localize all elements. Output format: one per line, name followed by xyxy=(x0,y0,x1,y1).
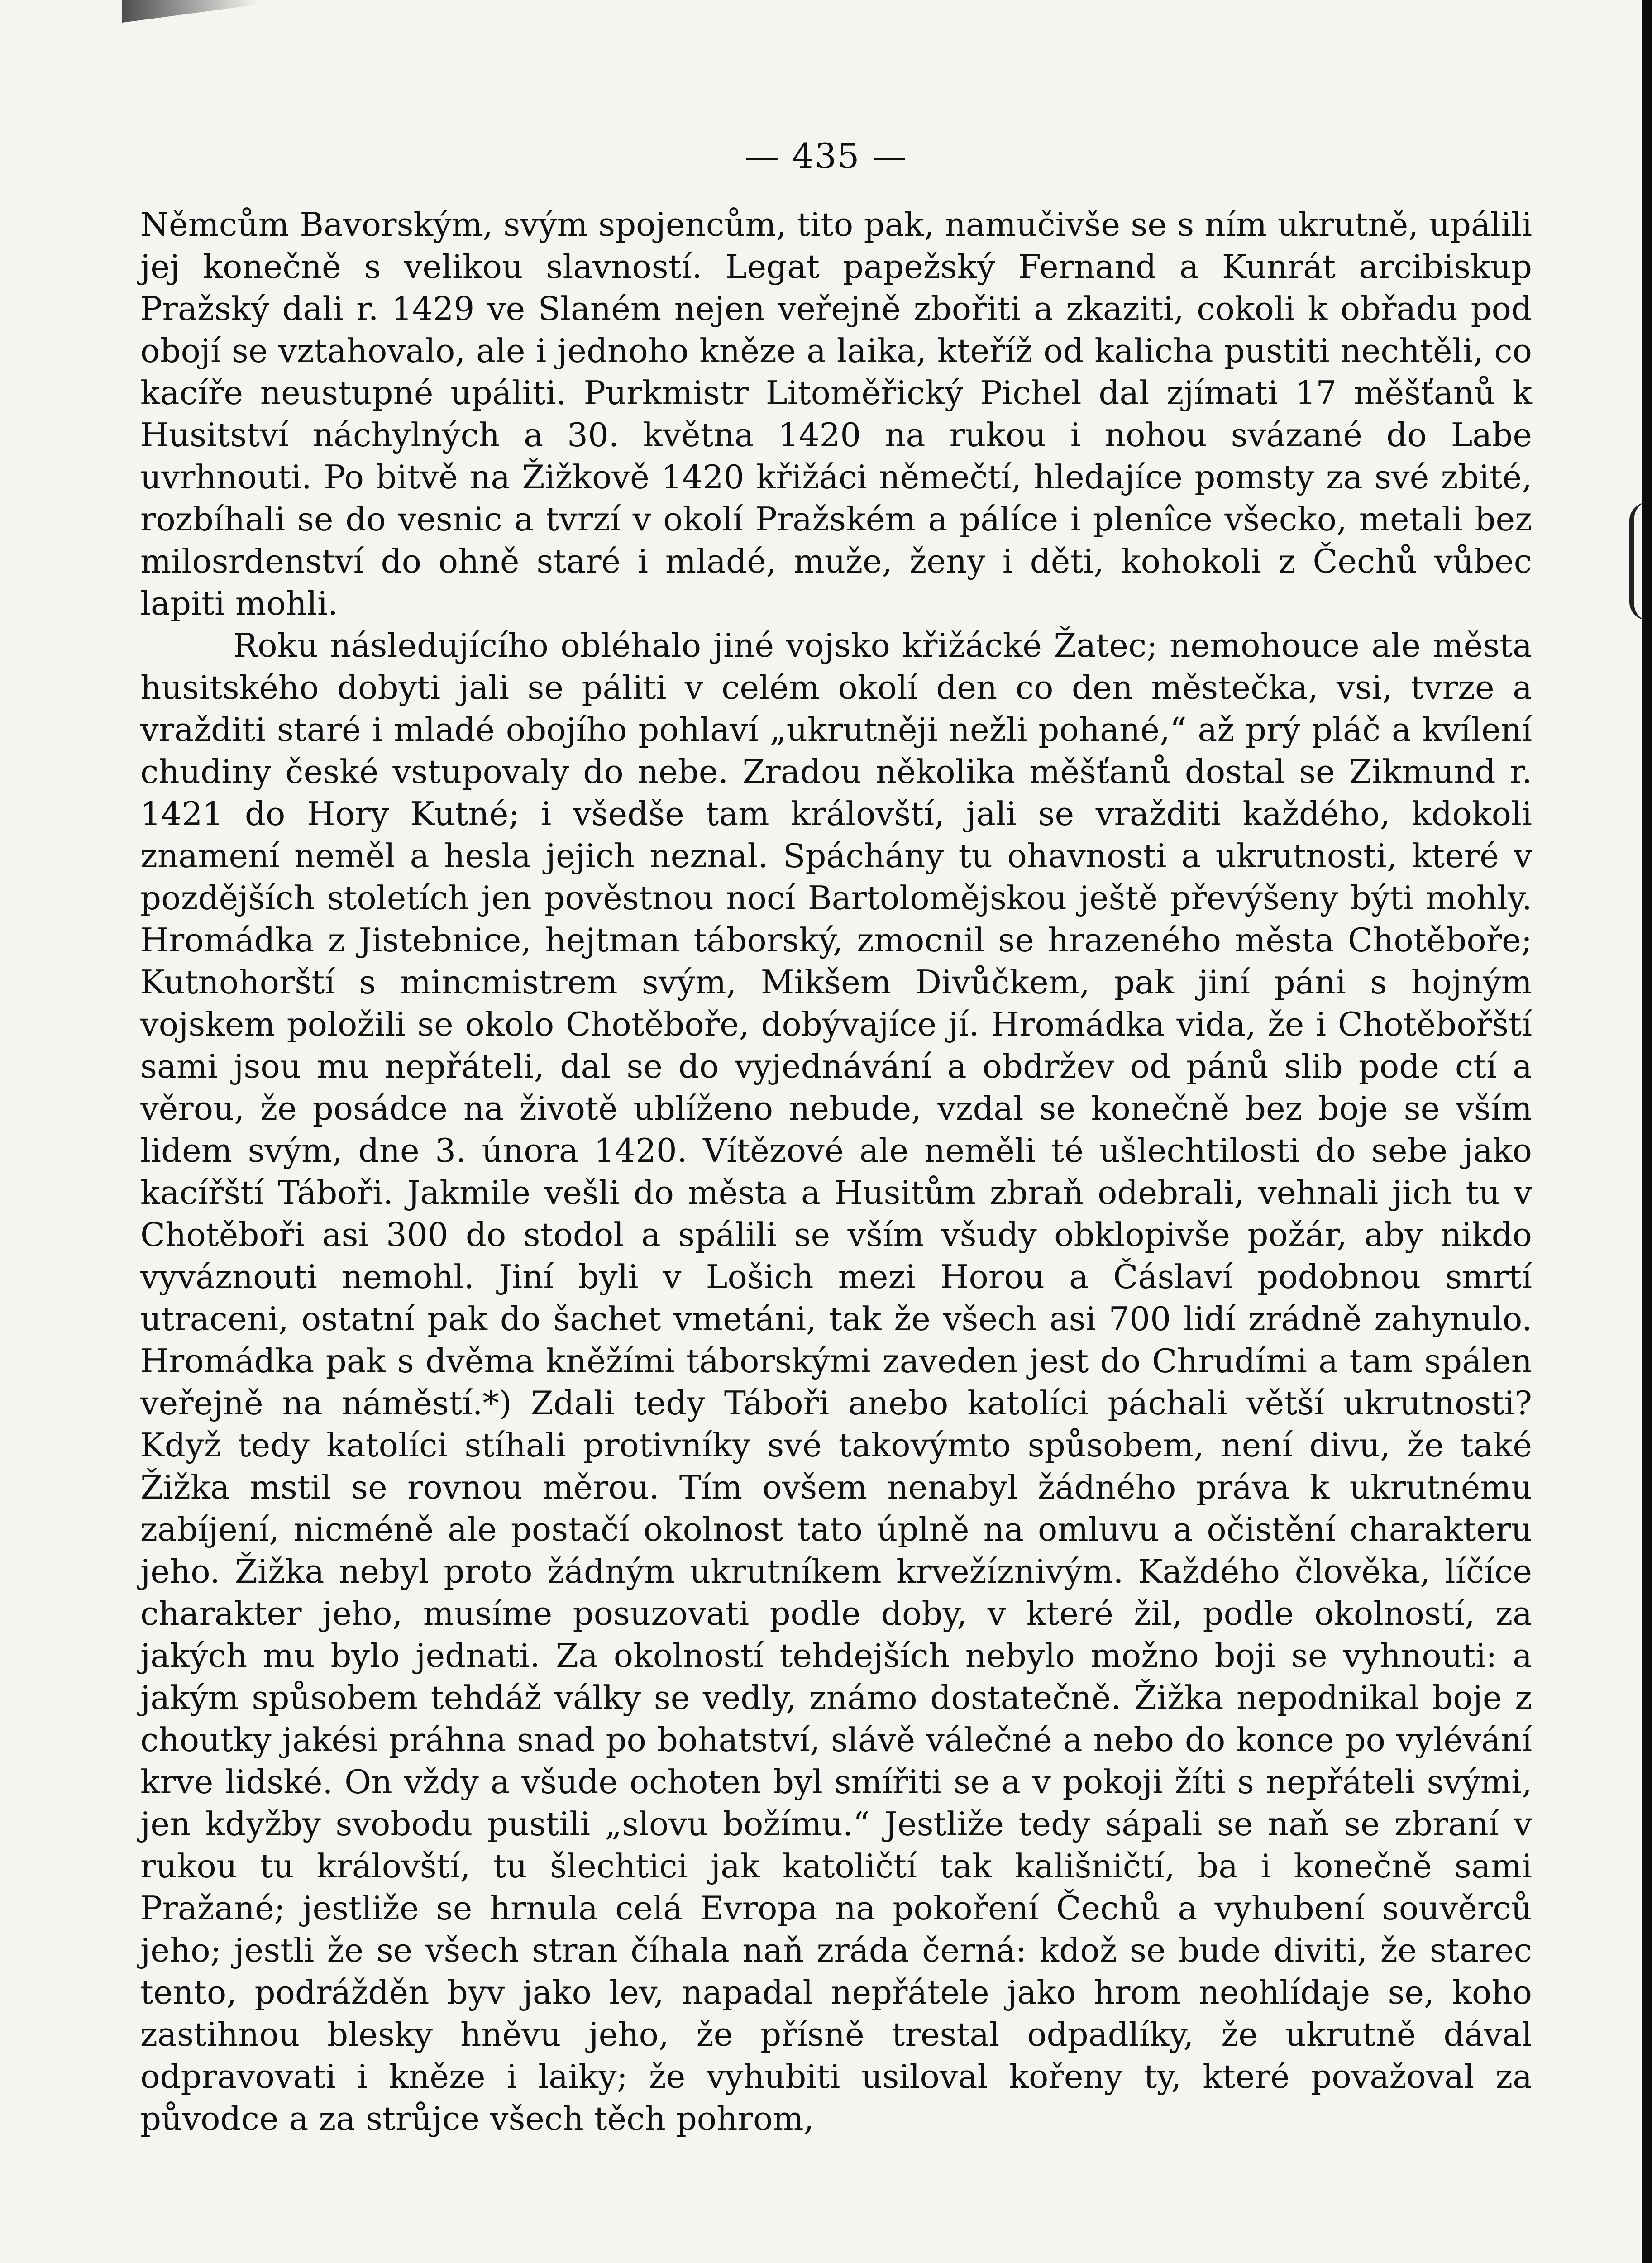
body-text xyxy=(140,204,1532,2140)
margin-bracket-mark xyxy=(1629,502,1652,620)
scan-artifact xyxy=(122,0,258,23)
page-number: — 435 — xyxy=(745,136,907,176)
paragraph-1: Němcům Bavorským, svým spojencům, tito pak, namučivše se s ním ukrutně, upálili jej konečně s velikou slavností. Legat papežský Fernand a Kunrát arcibiskup Pražský dali r. 1429 ve Slaném nejen veřejně zbořiti a zkaziti, cokoli k obřadu pod obojí se vztahovalo, ale i jednoho kněze a laika, kteříž od kalicha pustiti nechtěli, co kacíře neustupné upáliti. Purkmistr Litoměřický Pichel dal zjímati 17 měšťanů k Husitství náchylných a 30. května 1420 na rukou i nohou svázané do Labe uvrhnouti. Po bitvě na Žižkově 1420 křižáci němečtí, hledajíce pomsty za své zbité, rozbíhali se do vesnic a tvrzí v okolí Pražském a pálíce i plenîce všecko, metali bez milosrdenství do ohně staré i mladé, muže, ženy i děti, kohokoli z Čechů vůbec lapiti mohli. xyxy=(140,205,1532,622)
paragraph-2: Roku následujícího obléhalo jiné vojsko křižácké Žatec; nemohouce ale města husitského dobyti jali se páliti v celém okolí den co den městečka, vsi, tvrze a vražditi staré i mladé obojího pohlaví „ukrutněji nežli pohané,“ až prý pláč a kvílení chudiny české vstupovaly do nebe. Zradou několika měšťanů dostal se Zikmund r. 1421 do Hory Kutné; i všedše tam královští, jali se vražditi každého, kdokoli znamení neměl a hesla jejich neznal. Spáchány tu ohavnosti a ukrutnosti, které v pozdějších stoletích jen pověstnou nocí Bartolomějskou ještě převýšeny býti mohly. Hromádka z Jistebnice, hejtman táborský, zmocnil se hrazeného města Chotěboře; Kutnohorští s mincmistrem svým, Mikšem Divůčkem, pak jiní páni s hojným vojskem položili se okolo Chotěboře, dobývajíce jí. Hromádka vida, že i Chotěbořští sami jsou mu nepřáteli, dal se do vyjednávání a obdržev od pánů slib pode ctí a věrou, že posádce na životě ublíženo nebude, vzdal se konečně bez boje se vším lidem svým, dne 3. února 1420. Vítězové ale neměli té ušlechtilosti do sebe jako kacířští Táboři. Jakmile vešli do města a Husitům zbraň odebrali, vehnali jich tu v Chotěboři asi 300 do stodol a spálili se vším všudy obklopivše požár, aby nikdo vyváznouti nemohl. Jiní byli v Lošich mezi Horou a Čáslaví podobnou smrtí utraceni, ostatní pak do šachet vmetáni, tak že všech asi 700 lidí zrádně zahynulo. Hromádka pak s dvěma kněžími táborskými zaveden jest do Chrudími a tam spálen veřejně na náměstí.*) Zdali tedy Táboři anebo katolíci páchali větší ukrutnosti? Když tedy katolíci stíhali protivníky své takovýmto spůsobem, není divu, že také Žižka mstil se rovnou měrou. Tím ovšem nenabyl žádného práva k ukrutnému zabíjení, nicméně ale postačí okolnost tato úplně na omluvu a očistění charakteru jeho. Žižka nebyl proto žádným ukrutníkem krvežíznivým. Každého člověka, líčíce charakter jeho, musíme posuzovati podle doby, v které žil, podle okolností, za jakých mu bylo jednati. Za okolností tehdejších nebylo možno boji se vyhnouti: a jakým spůsobem tehdáž války se vedly, známo dostatečně. Žižka nepodnikal boje z choutky jakési práhna snad po bohatství, slávě válečné a nebo do konce po vylévání krve lidské. On vždy a všude ochoten byl smířiti se a v pokoji žíti s nepřáteli svými, jen kdyžby svobodu pustili „slovu božímu.“ Jestliže tedy sápali se naň se zbraní v rukou tu královští, tu šlechtici jak katoličtí tak kališničtí, ba i konečně sami Pražané; jestliže se hrnula celá Evropa na pokoření Čechů a vyhubení souvěrců jeho; jestli že se všech stran číhala naň zráda černá: kdož se bude diviti, že starec tento, podrážděn byv jako lev, napadal nepřátele jako hrom neohlídaje se, koho zastihnou blesky hněvu jeho, že přísně trestal odpadlíky, že ukrutně dával odpravovati i kněze i laiky; že vyhubiti usiloval kořeny ty, které považoval za původce a za strůjce všech těch pohrom, xyxy=(140,626,1532,2138)
